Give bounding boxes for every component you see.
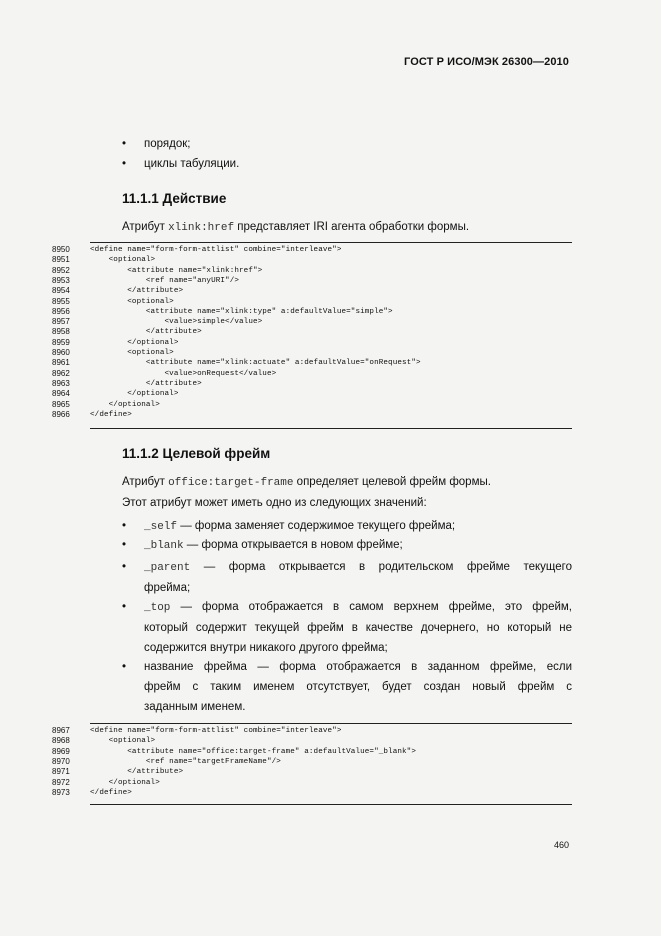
line-number: 8956 bbox=[52, 306, 70, 316]
list-item-text bbox=[144, 597, 572, 658]
code-text: <optional> bbox=[90, 297, 174, 306]
code-listing-1 bbox=[52, 242, 572, 432]
code-top-rule bbox=[90, 242, 572, 243]
line-number: 8971 bbox=[52, 767, 70, 777]
line-number: 8968 bbox=[52, 736, 70, 746]
bullet-icon: • bbox=[122, 138, 127, 150]
bullet-icon: • bbox=[122, 561, 127, 573]
code-text: <attribute name="office:target-frame" a:defaultValue="_blank"> bbox=[90, 747, 416, 756]
code-bottom-rule bbox=[90, 804, 572, 805]
list-item bbox=[122, 657, 572, 717]
frame-value-code: _parent bbox=[144, 562, 191, 574]
code-text: </optional> bbox=[90, 390, 179, 399]
code-text: </optional> bbox=[90, 778, 160, 787]
line-number: 8952 bbox=[52, 265, 70, 275]
line-number: 8966 bbox=[52, 409, 70, 419]
line-number: 8963 bbox=[52, 378, 70, 388]
list-item: • циклы табуляции. bbox=[122, 154, 572, 174]
list-item-text-span: фрейма; bbox=[144, 582, 191, 594]
code-top-rule bbox=[90, 723, 572, 724]
code-text: </attribute> bbox=[90, 768, 184, 777]
page-header: ГОСТ Р ИСО/МЭК 26300—2010 bbox=[404, 56, 569, 68]
line-number: 8964 bbox=[52, 389, 70, 399]
code-text: <ref name="anyURI"/> bbox=[90, 276, 240, 285]
list-item-text-span: фрейм с таким именем отсутствует, будет создан новый фрейм с bbox=[144, 681, 572, 693]
code-text: <optional> bbox=[90, 349, 174, 357]
code-text: </define> bbox=[90, 410, 132, 419]
line-number: 8959 bbox=[52, 337, 70, 347]
bullet-icon: • bbox=[122, 158, 127, 170]
code-text: <optional> bbox=[90, 737, 156, 746]
code-text: </optional> bbox=[90, 338, 179, 347]
list-item bbox=[122, 597, 572, 658]
line-number: 8967 bbox=[52, 726, 70, 735]
frame-value-code: _blank bbox=[144, 540, 184, 552]
list-item: • порядок; bbox=[122, 134, 572, 154]
code-text: </attribute> bbox=[90, 379, 202, 388]
code-bottom-rule bbox=[90, 428, 572, 429]
list-item-text-span: который содержит текущей фрейм в качестве дочернего, но который не bbox=[144, 622, 572, 634]
line-number: 8954 bbox=[52, 286, 70, 296]
list-item bbox=[122, 557, 572, 598]
line-number: 8960 bbox=[52, 348, 70, 357]
line-number: 8970 bbox=[52, 756, 70, 766]
code-text: <value>simple</value> bbox=[90, 318, 263, 327]
code-text: </attribute> bbox=[90, 287, 184, 296]
list-item-text bbox=[144, 516, 572, 537]
list-item-line bbox=[144, 638, 572, 658]
section-heading-target-frame: 11.1.2 Целевой фрейм bbox=[122, 446, 271, 461]
code-listing-2 bbox=[52, 723, 572, 808]
line-number: 8962 bbox=[52, 368, 70, 378]
paragraph-href: Атрибут xlink:href представляет IRI агента обработки формы. bbox=[122, 221, 470, 234]
code-text: <define name="form-form-attlist" combine="interleave"> bbox=[90, 246, 342, 254]
list-item-text bbox=[144, 657, 572, 717]
list-item-text-span: содержится внутри никакого другого фрейма; bbox=[144, 642, 388, 654]
line-number: 8965 bbox=[52, 399, 70, 409]
list-item-line bbox=[144, 618, 572, 638]
line-number: 8973 bbox=[52, 787, 70, 797]
section-heading-action: 11.1.1 Действие bbox=[122, 191, 227, 206]
paragraph-target-frame: Атрибут office:target-frame определяет целевой фрейм формы. bbox=[122, 476, 491, 489]
bullet-icon: • bbox=[122, 661, 127, 673]
list-item-text-span: — форма отображается в самом верхнем фрейме, это фрейм, bbox=[170, 601, 572, 613]
line-number: 8961 bbox=[52, 358, 70, 368]
line-number: 8953 bbox=[52, 275, 70, 285]
list-item-line bbox=[144, 677, 572, 697]
bullet-icon: • bbox=[122, 601, 127, 613]
paragraph-values-intro: Этот атрибут может иметь одно из следующих значений: bbox=[122, 497, 427, 509]
code-text: </define> bbox=[90, 788, 132, 797]
code-text: </optional> bbox=[90, 400, 160, 409]
bullet-icon: • bbox=[122, 520, 127, 532]
line-number: 8958 bbox=[52, 327, 70, 337]
list-item-line bbox=[144, 535, 572, 556]
code-text: <optional> bbox=[90, 256, 156, 265]
list-item-line bbox=[144, 516, 572, 537]
frame-value-code: _top bbox=[144, 602, 171, 614]
list-item bbox=[122, 535, 572, 556]
list-item-text-span: — форма открывается в родительском фрейме текущего bbox=[190, 561, 572, 573]
list-item-line bbox=[144, 597, 572, 618]
list-item-text-span: название фрейма — форма отображается в заданном фрейме, если bbox=[144, 661, 572, 673]
code-text: <ref name="targetFrameName"/> bbox=[90, 757, 281, 766]
list-item-text-span: — форма заменяет содержимое текущего фрейма; bbox=[177, 520, 456, 532]
code-text: <define name="form-form-attlist" combine="interleave"> bbox=[90, 727, 342, 735]
line-number: 8972 bbox=[52, 777, 70, 787]
line-number: 8955 bbox=[52, 296, 70, 306]
list-item-text bbox=[144, 535, 572, 556]
code-text: <value>onRequest</value> bbox=[90, 369, 277, 378]
list-item-text bbox=[144, 557, 572, 598]
list-item-line bbox=[144, 657, 572, 677]
list-item-line bbox=[144, 697, 572, 717]
list-item-text-span: заданным именем. bbox=[144, 701, 246, 713]
bullet-icon: • bbox=[122, 539, 127, 551]
code-text: <attribute name="xlink:type" a:defaultValue="simple"> bbox=[90, 307, 393, 316]
line-number: 8969 bbox=[52, 746, 70, 756]
page-number: 460 bbox=[553, 840, 569, 850]
line-number: 8957 bbox=[52, 317, 70, 327]
list-item bbox=[122, 516, 572, 537]
line-number: 8950 bbox=[52, 245, 70, 254]
code-text: <attribute name="xlink:href"> bbox=[90, 266, 263, 275]
list-item-text-span: — форма открывается в новом фрейме; bbox=[183, 539, 403, 551]
code-text: </attribute> bbox=[90, 328, 202, 337]
line-number: 8951 bbox=[52, 255, 70, 265]
code-text: <attribute name="xlink:actuate" a:defaultValue="onRequest"> bbox=[90, 359, 421, 368]
list-item-line bbox=[144, 557, 572, 578]
top-bullet-list bbox=[122, 134, 572, 174]
frame-value-code: _self bbox=[144, 521, 178, 533]
list-item-line bbox=[144, 578, 572, 598]
